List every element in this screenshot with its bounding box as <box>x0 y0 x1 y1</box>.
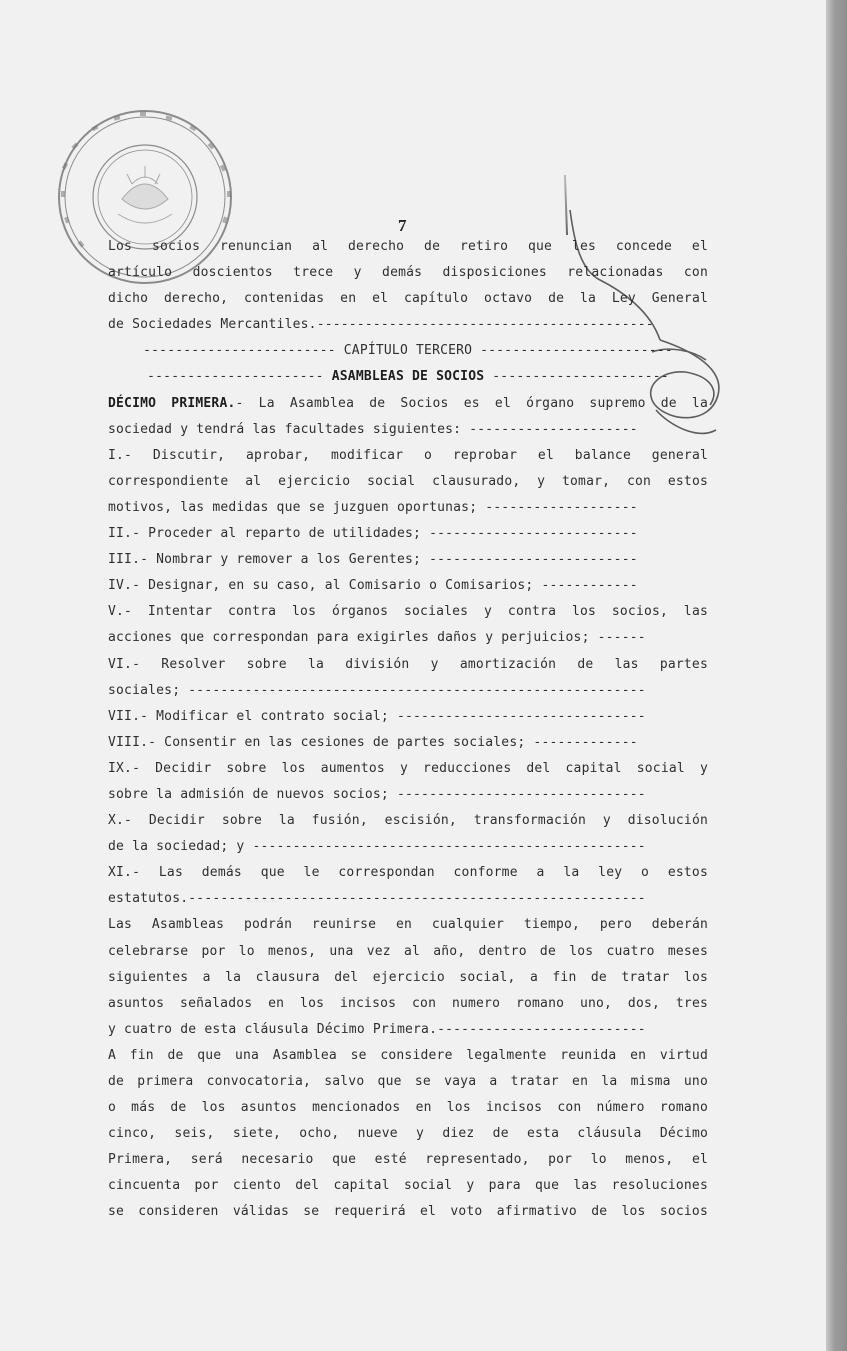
text-line: dicho derecho, contenidas en el capítulo octavo de la Ley General <box>108 291 708 307</box>
text-line: artículo doscientos trece y demás disposiciones relacionadas con <box>108 265 708 281</box>
text-line: VI.- Resolver sobre la división y amortización de las partes <box>108 656 708 672</box>
clause-text: - La Asamblea de Socios es el órgano supremo de la <box>235 395 708 411</box>
text-line: siguientes a la clausura del ejercicio social, a fin de tratar los <box>108 969 708 985</box>
text-line: correspondiente al ejercicio social clausurado, y tomar, con estos <box>108 473 708 489</box>
section-heading: ------------------------ CAPÍTULO TERCERO ------------------------ <box>143 343 673 359</box>
document-body <box>108 234 708 1226</box>
heading-title: ASAMBLEAS DE SOCIOS <box>331 369 485 385</box>
text-line: de la sociedad; y ------------------------------------------------- <box>108 839 646 855</box>
section-heading-bold <box>108 364 708 390</box>
text-line: motivos, las medidas que se juzguen oportunas; ------------------- <box>108 499 638 515</box>
text-line: sociales; --------------------------------------------------------- <box>108 682 646 698</box>
text-line: o más de los asuntos mencionados en los incisos con número romano <box>108 1100 708 1116</box>
text-line: A fin de que una Asamblea se considere legalmente reunida en virtud <box>108 1047 708 1063</box>
text-line: IX.- Decidir sobre los aumentos y reducciones del capital social y <box>108 760 708 776</box>
text-line: III.- Nombrar y remover a los Gerentes; -------------------------- <box>108 552 638 568</box>
text-line: acciones que correspondan para exigirles daños y perjuicios; ------ <box>108 630 646 646</box>
heading-dashes: ---------------------- <box>484 369 669 385</box>
page-edge-shadow <box>826 0 847 1351</box>
text-line: y cuatro de esta cláusula Décimo Primera.-------------------------- <box>108 1021 646 1037</box>
text-line: V.- Intentar contra los órganos sociales y contra los socios, las <box>108 604 708 620</box>
text-line: VIII.- Consentir en las cesiones de partes sociales; ------------- <box>108 734 638 750</box>
page-number: 7 <box>398 216 407 235</box>
text-line: X.- Decidir sobre la fusión, escisión, transformación y disolución <box>108 813 708 829</box>
text-line: asuntos señalados en los incisos con numero romano uno, dos, tres <box>108 995 708 1011</box>
text-line: XI.- Las demás que le correspondan conforme a la ley o estos <box>108 865 708 881</box>
text-line: cinco, seis, siete, ocho, nueve y diez de esta cláusula Décimo <box>108 1126 708 1142</box>
clause-line <box>108 391 708 417</box>
text-line: I.- Discutir, aprobar, modificar o reprobar el balance general <box>108 447 708 463</box>
text-line: sobre la admisión de nuevos socios; ------------------------------- <box>108 786 646 802</box>
clause-title: DÉCIMO PRIMERA. <box>108 395 236 411</box>
text-line: cincuenta por ciento del capital social y para que las resoluciones <box>108 1178 708 1194</box>
text-line: Las Asambleas podrán reunirse en cualquier tiempo, pero deberán <box>108 917 708 933</box>
text-line: estatutos.--------------------------------------------------------- <box>108 891 646 907</box>
text-line: se consideren válidas se requerirá el voto afirmativo de los socios <box>108 1204 708 1220</box>
text-line: Los socios renuncian al derecho de retiro que les concede el <box>108 239 708 254</box>
text-line: Primera, será necesario que esté representado, por lo menos, el <box>108 1152 708 1168</box>
heading-dashes: ---------------------- <box>147 369 332 385</box>
text-line: IV.- Designar, en su caso, al Comisario o Comisarios; ------------ <box>108 578 638 594</box>
text-line: de primera convocatoria, salvo que se vaya a tratar en la misma uno <box>108 1074 708 1089</box>
text-line: VII.- Modificar el contrato social; ------------------------------- <box>108 708 646 724</box>
text-line: celebrarse por lo menos, una vez al año, dentro de los cuatro meses <box>108 943 708 959</box>
text-line: II.- Proceder al reparto de utilidades; -------------------------- <box>108 526 638 542</box>
text-line: sociedad y tendrá las facultades siguientes: --------------------- <box>108 421 638 437</box>
text-line: de Sociedades Mercantiles.------------------------------------------ <box>108 317 654 333</box>
